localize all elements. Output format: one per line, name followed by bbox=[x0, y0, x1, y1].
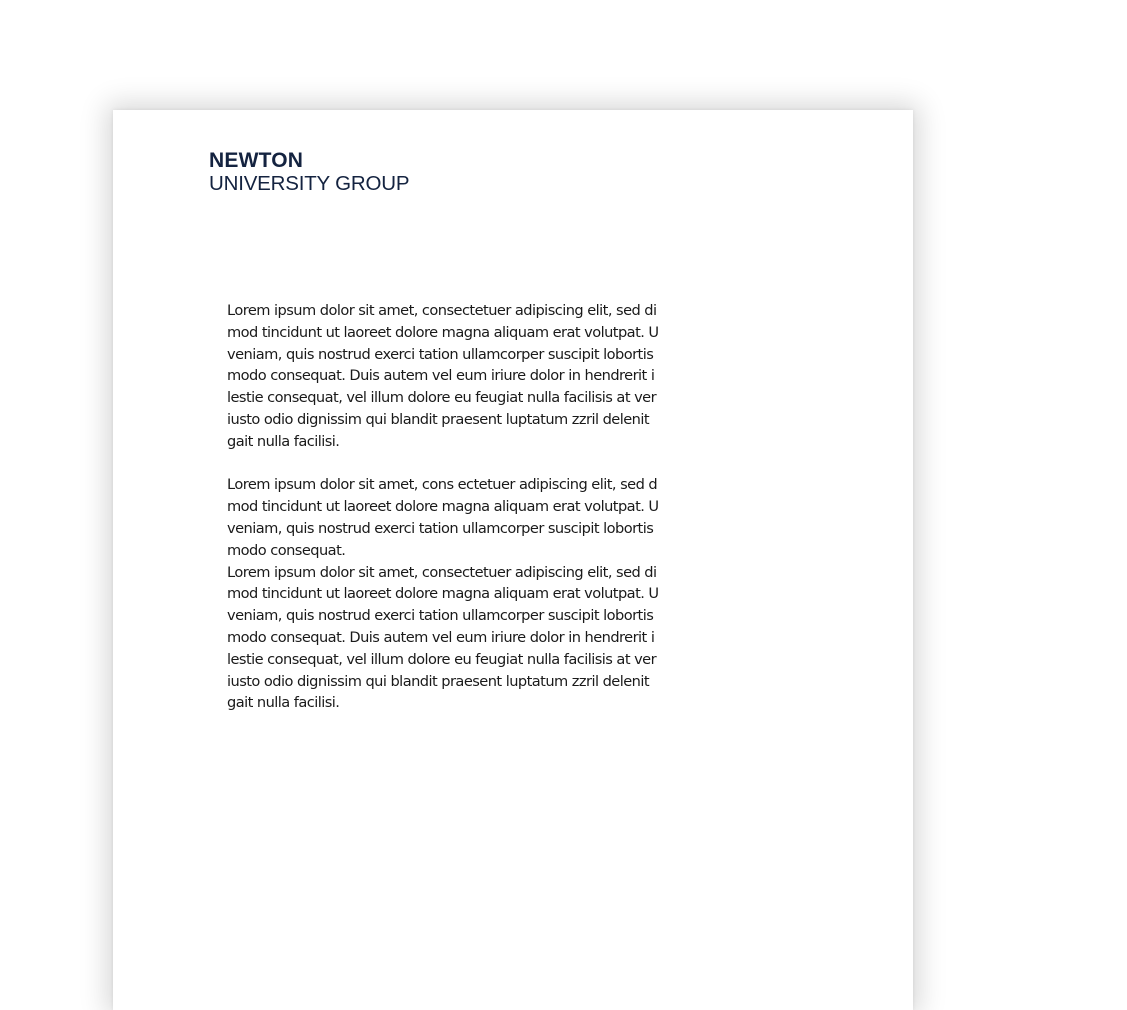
paragraph-line: gait nulla facilisi. bbox=[227, 432, 340, 450]
paragraph-line: lestie consequat, vel illum dolore eu feugiat nulla facilisis at ver bbox=[227, 650, 657, 668]
paragraph-line: veniam, quis nostrud exerci tation ullamcorper suscipit lobortis bbox=[227, 607, 654, 625]
paragraph-line: Lorem ipsum dolor sit amet, consectetuer adipiscing elit, sed di bbox=[227, 302, 657, 319]
company-logo bbox=[209, 150, 409, 195]
body-paragraph-2 bbox=[227, 474, 1127, 561]
letterhead-sheet bbox=[113, 110, 913, 1010]
paragraph-line: mod tincidunt ut laoreet dolore magna aliquam erat volutpat. U bbox=[227, 323, 659, 341]
paragraph-spacer bbox=[227, 453, 1127, 475]
paragraph-line: modo consequat. Duis autem vel eum iriure dolor in hendrerit i bbox=[227, 367, 655, 385]
logo-wordmark-secondary: UNIVERSITY GROUP bbox=[209, 172, 410, 195]
page-canvas bbox=[0, 0, 700, 712]
logo-wordmark-primary: NEWTON bbox=[209, 149, 304, 172]
paragraph-line: modo consequat. Duis autem vel eum iriure dolor in hendrerit i bbox=[227, 628, 655, 646]
paragraph-line: veniam, quis nostrud exerci tation ullamcorper suscipit lobortis bbox=[227, 519, 654, 537]
paragraph-line: iusto odio dignissim qui blandit praesent luptatum zzril delenit bbox=[227, 410, 650, 428]
paragraph-line: lestie consequat, vel illum dolore eu feugiat nulla facilisis at ver bbox=[227, 389, 657, 407]
paragraph-line: modo consequat. bbox=[227, 541, 346, 559]
letter-body bbox=[227, 300, 1127, 714]
body-paragraph-3 bbox=[227, 562, 1127, 715]
paragraph-line: gait nulla facilisi. bbox=[227, 694, 340, 712]
paragraph-line: mod tincidunt ut laoreet dolore magna aliquam erat volutpat. U bbox=[227, 498, 659, 516]
paragraph-line: veniam, quis nostrud exerci tation ullamcorper suscipit lobortis bbox=[227, 345, 654, 363]
paragraph-line: Lorem ipsum dolor sit amet, consectetuer adipiscing elit, sed di bbox=[227, 563, 657, 581]
body-paragraph-1 bbox=[227, 300, 1127, 453]
paragraph-line: Lorem ipsum dolor sit amet, cons ectetuer adipiscing elit, sed d bbox=[227, 476, 658, 494]
paragraph-line: mod tincidunt ut laoreet dolore magna aliquam erat volutpat. U bbox=[227, 585, 659, 603]
paragraph-line: iusto odio dignissim qui blandit praesent luptatum zzril delenit bbox=[227, 672, 650, 690]
